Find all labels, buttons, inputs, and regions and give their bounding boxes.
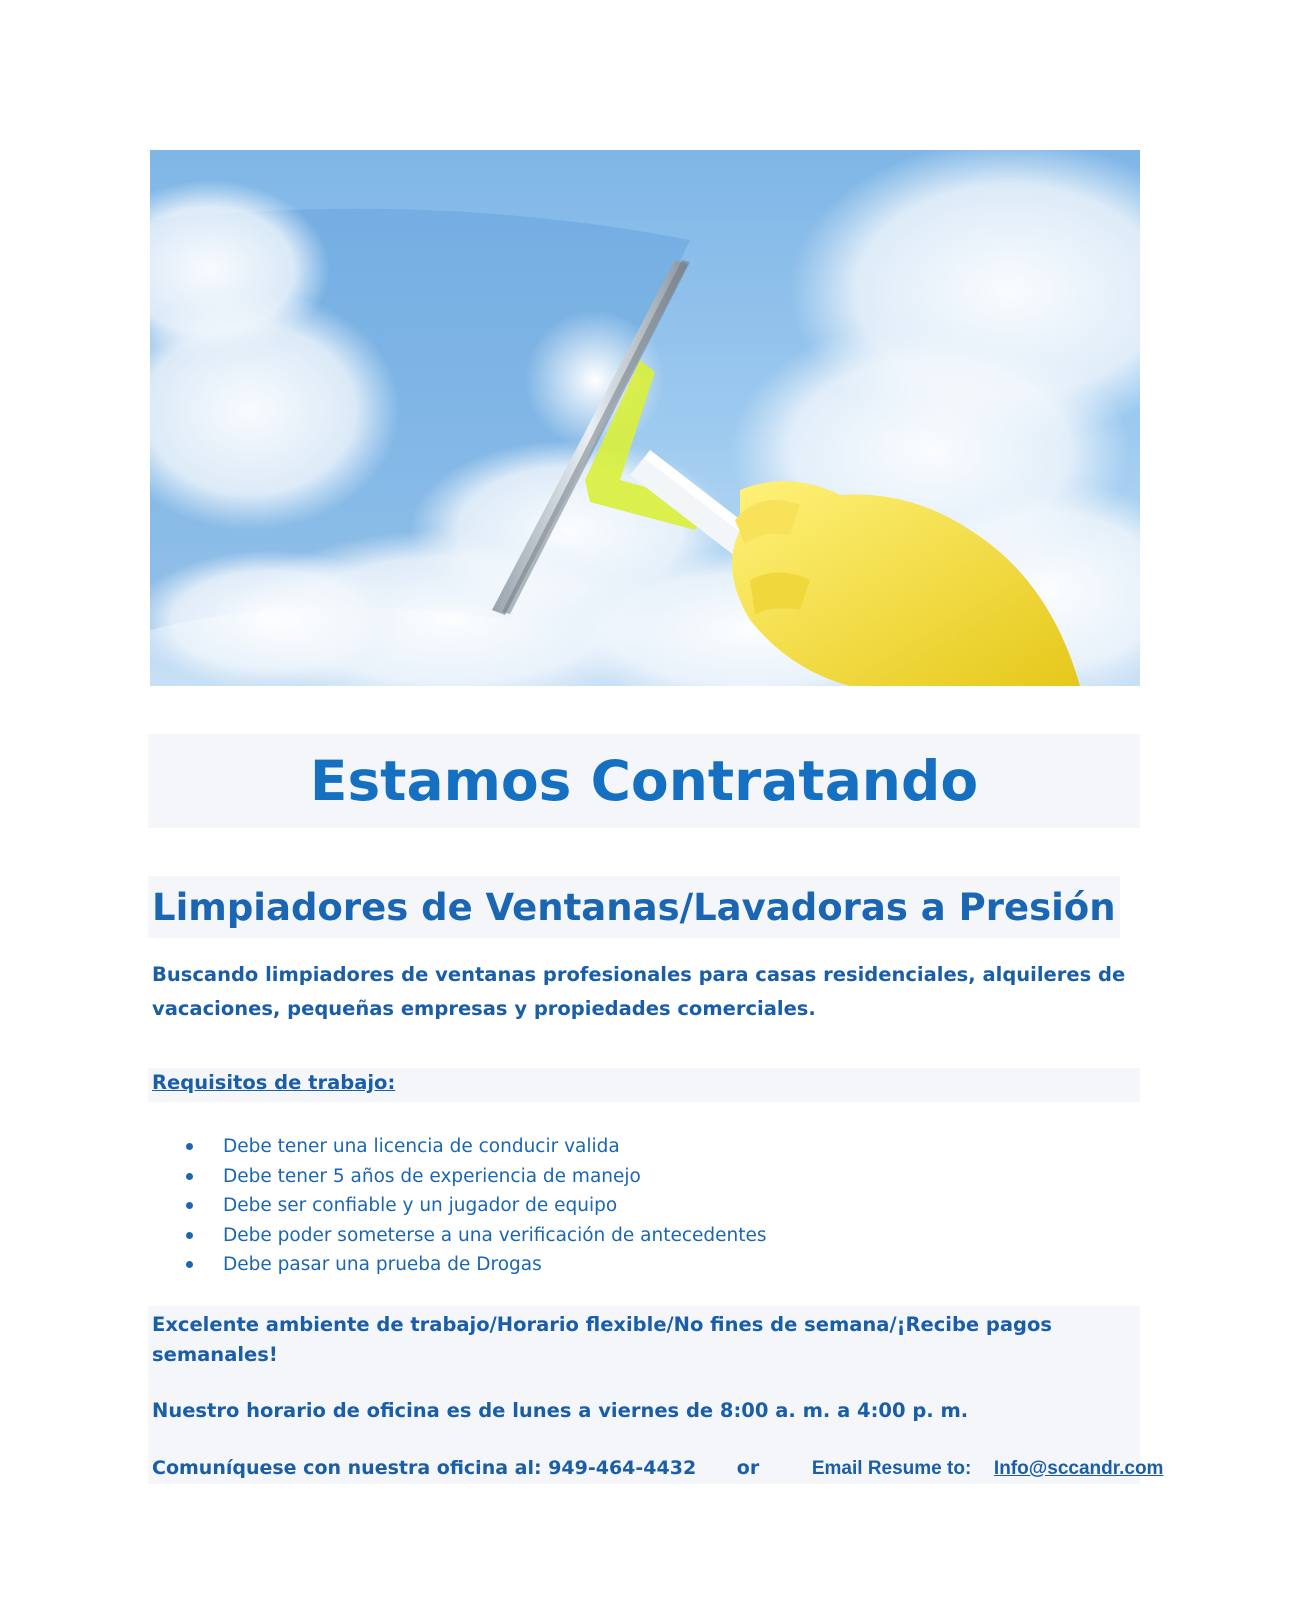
office-hours: Nuestro horario de oficina es de lunes a viernes de 8:00 a. m. a 4:00 p. m. bbox=[152, 1399, 969, 1422]
contact-or: or bbox=[736, 1457, 760, 1479]
requirements-list bbox=[186, 1132, 767, 1280]
email-label: Email Resume to: bbox=[811, 1458, 972, 1479]
requirements-title: Requisitos de trabajo: bbox=[152, 1071, 396, 1094]
email-link[interactable]: Info@sccandr.com bbox=[993, 1458, 1164, 1479]
page-title: Estamos Contratando bbox=[309, 749, 979, 813]
list-item: Debe ser confiable y un jugador de equipo bbox=[186, 1191, 767, 1221]
bullet-icon bbox=[186, 1173, 193, 1180]
intro-paragraph: Buscando limpiadores de ventanas profesionales para casas residenciales, alquileres de vacaciones, pequeñas empresas y propiedades comerciales. bbox=[152, 963, 1126, 1020]
bullet-icon bbox=[186, 1143, 193, 1150]
hero-image bbox=[150, 150, 1140, 686]
contact-phone: Comuníquese con nuestra oficina al: 949-464-4432 bbox=[152, 1457, 697, 1479]
benefits-text: Excelente ambiente de trabajo/Horario flexible/No fines de semana/¡Recibe pagos semanales! bbox=[152, 1313, 1053, 1366]
job-title: Limpiadores de Ventanas/Lavadoras a Presión bbox=[152, 885, 1116, 929]
bullet-icon bbox=[186, 1202, 193, 1209]
list-item: Debe tener una licencia de conducir valida bbox=[186, 1132, 767, 1162]
contact-row bbox=[152, 1457, 1163, 1480]
list-item: Debe pasar una prueba de Drogas bbox=[186, 1250, 767, 1280]
bullet-icon bbox=[186, 1261, 193, 1268]
subheading-band bbox=[148, 876, 1120, 938]
list-item: Debe poder someterse a una verificación de antecedentes bbox=[186, 1221, 767, 1251]
bullet-icon bbox=[186, 1232, 193, 1239]
headline-band bbox=[148, 734, 1140, 828]
list-item: Debe tener 5 años de experiencia de manejo bbox=[186, 1162, 767, 1192]
